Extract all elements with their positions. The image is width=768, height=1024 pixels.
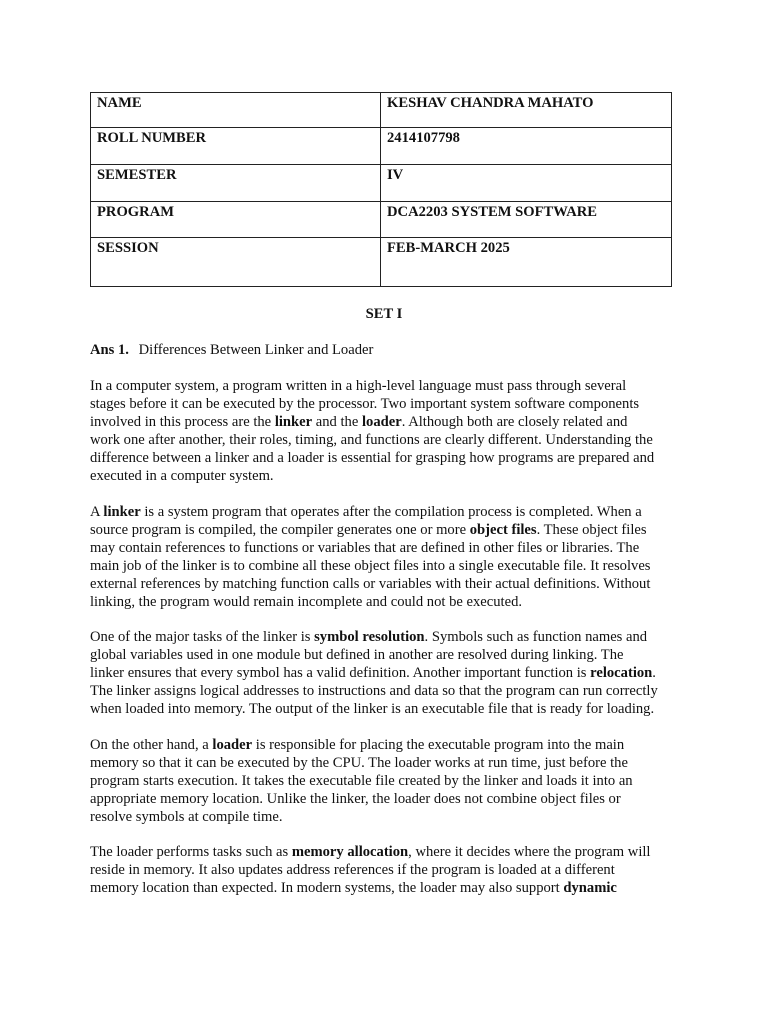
text-run: external references by matching function calls or variables with their actual definitions. Without bbox=[90, 576, 651, 592]
table-row bbox=[91, 165, 672, 202]
text-run: work one after another, their roles, timing, and functions are clearly different. Understanding the bbox=[90, 432, 653, 448]
answer-label: Ans 1. bbox=[90, 342, 129, 358]
text-line bbox=[90, 664, 680, 682]
text-line bbox=[90, 395, 680, 413]
table-row bbox=[91, 238, 672, 287]
text-run: A bbox=[90, 504, 104, 520]
text-run: executed in a computer system. bbox=[90, 468, 274, 484]
text-run: . These object files bbox=[536, 522, 647, 538]
paragraph-linker bbox=[90, 503, 680, 611]
text-run: program starts execution. It takes the executable file created by the linker and loads it into an bbox=[90, 773, 633, 789]
text-line bbox=[90, 467, 680, 485]
paragraph-loader bbox=[90, 736, 680, 826]
text-line bbox=[90, 431, 680, 449]
bold-term: relocation bbox=[590, 665, 653, 681]
student-info-table bbox=[90, 92, 672, 287]
text-run: source program is compiled, the compiler generates one or more bbox=[90, 522, 470, 538]
text-line bbox=[90, 772, 680, 790]
text-line bbox=[90, 700, 680, 718]
bold-term: loader bbox=[212, 737, 253, 753]
text-line bbox=[90, 843, 680, 861]
table-row bbox=[91, 128, 672, 165]
text-line bbox=[90, 628, 680, 646]
text-run: . Although both are closely related and bbox=[401, 414, 628, 430]
text-run: is responsible for placing the executable program into the main bbox=[252, 737, 625, 753]
text-line bbox=[90, 790, 680, 808]
text-run: is a system program that operates after the compilation process is completed. When a bbox=[140, 504, 642, 520]
bold-term: loader bbox=[361, 414, 402, 430]
text-run: linking, the program would remain incomplete and could not be executed. bbox=[90, 594, 523, 610]
text-run: In a computer system, a program written in a high-level language must pass through several bbox=[90, 378, 627, 394]
text-run: global variables used in one module but defined in another are resolved during linking. The bbox=[90, 647, 624, 663]
bold-term: dynamic bbox=[563, 880, 617, 896]
text-run: appropriate memory location. Unlike the linker, the loader does not combine object files or bbox=[90, 791, 621, 807]
name-value: KESHAV CHANDRA MAHATO bbox=[381, 93, 672, 128]
text-line bbox=[90, 575, 680, 593]
text-run: One of the major tasks of the linker is bbox=[90, 629, 315, 645]
text-line bbox=[90, 503, 680, 521]
paragraph-loader-tasks bbox=[90, 843, 680, 897]
text-line bbox=[90, 449, 680, 467]
text-line bbox=[90, 539, 680, 557]
program-label: PROGRAM bbox=[91, 202, 381, 238]
semester-label: SEMESTER bbox=[91, 165, 381, 202]
text-run: reside in memory. It also updates address references if the program is loaded at a different bbox=[90, 862, 615, 878]
text-run: resolve symbols at compile time. bbox=[90, 809, 283, 825]
text-line bbox=[90, 557, 680, 575]
text-line bbox=[90, 879, 680, 897]
table-row bbox=[91, 202, 672, 238]
name-label: NAME bbox=[91, 93, 381, 128]
text-run: , where it decides where the program will bbox=[408, 844, 651, 860]
answer-heading bbox=[90, 342, 373, 359]
set-heading: SET I bbox=[365, 306, 403, 322]
text-line bbox=[90, 808, 680, 826]
text-run: stages before it can be executed by the processor. Two important system software components bbox=[90, 396, 640, 412]
text-line bbox=[90, 736, 680, 754]
text-run: linker ensures that every symbol has a valid definition. Another important function is bbox=[90, 665, 591, 681]
paragraph-symbol-resolution bbox=[90, 628, 680, 718]
text-run: The linker assigns logical addresses to instructions and data so that the program can run correctly bbox=[90, 683, 658, 699]
text-line bbox=[90, 646, 680, 664]
text-run: involved in this process are the bbox=[90, 414, 275, 430]
text-line bbox=[90, 682, 680, 700]
paragraph-intro bbox=[90, 377, 680, 485]
session-label: SESSION bbox=[91, 238, 381, 287]
bold-term: memory allocation bbox=[291, 844, 409, 860]
text-run: main job of the linker is to combine all these object files into a single executable file. It resolves bbox=[90, 558, 651, 574]
program-value: DCA2203 SYSTEM SOFTWARE bbox=[381, 202, 672, 238]
text-run: when loaded into memory. The output of the linker is an executable file that is ready for loading. bbox=[90, 701, 655, 717]
bold-term: linker bbox=[103, 504, 141, 520]
text-run: difference between a linker and a loader is essential for grasping how programs are prepared and bbox=[90, 450, 655, 466]
roll-number-value: 2414107798 bbox=[381, 128, 672, 165]
text-run: memory so that it can be executed by the CPU. The loader works at run time, just before the bbox=[90, 755, 628, 771]
text-run: . bbox=[652, 665, 656, 681]
text-run: On the other hand, a bbox=[90, 737, 213, 753]
text-line bbox=[90, 377, 680, 395]
text-run: The loader performs tasks such as bbox=[90, 844, 292, 860]
text-run: may contain references to functions or variables that are defined in other files or libraries. The bbox=[90, 540, 640, 556]
table-row bbox=[91, 93, 672, 128]
text-line bbox=[90, 593, 680, 611]
bold-term: object files bbox=[469, 522, 537, 538]
text-line bbox=[90, 754, 680, 772]
text-line bbox=[90, 521, 680, 539]
text-line bbox=[90, 861, 680, 879]
text-line bbox=[90, 413, 680, 431]
bold-term: linker bbox=[274, 414, 313, 430]
semester-value: IV bbox=[381, 165, 672, 202]
answer-title: Differences Between Linker and Loader bbox=[138, 342, 374, 358]
bold-term: symbol resolution bbox=[314, 629, 425, 645]
text-run: . Symbols such as function names and bbox=[424, 629, 648, 645]
roll-number-label: ROLL NUMBER bbox=[91, 128, 381, 165]
text-run: memory location than expected. In modern systems, the loader may also support bbox=[90, 880, 564, 896]
session-value: FEB-MARCH 2025 bbox=[381, 238, 672, 287]
text-run: and the bbox=[312, 414, 362, 430]
